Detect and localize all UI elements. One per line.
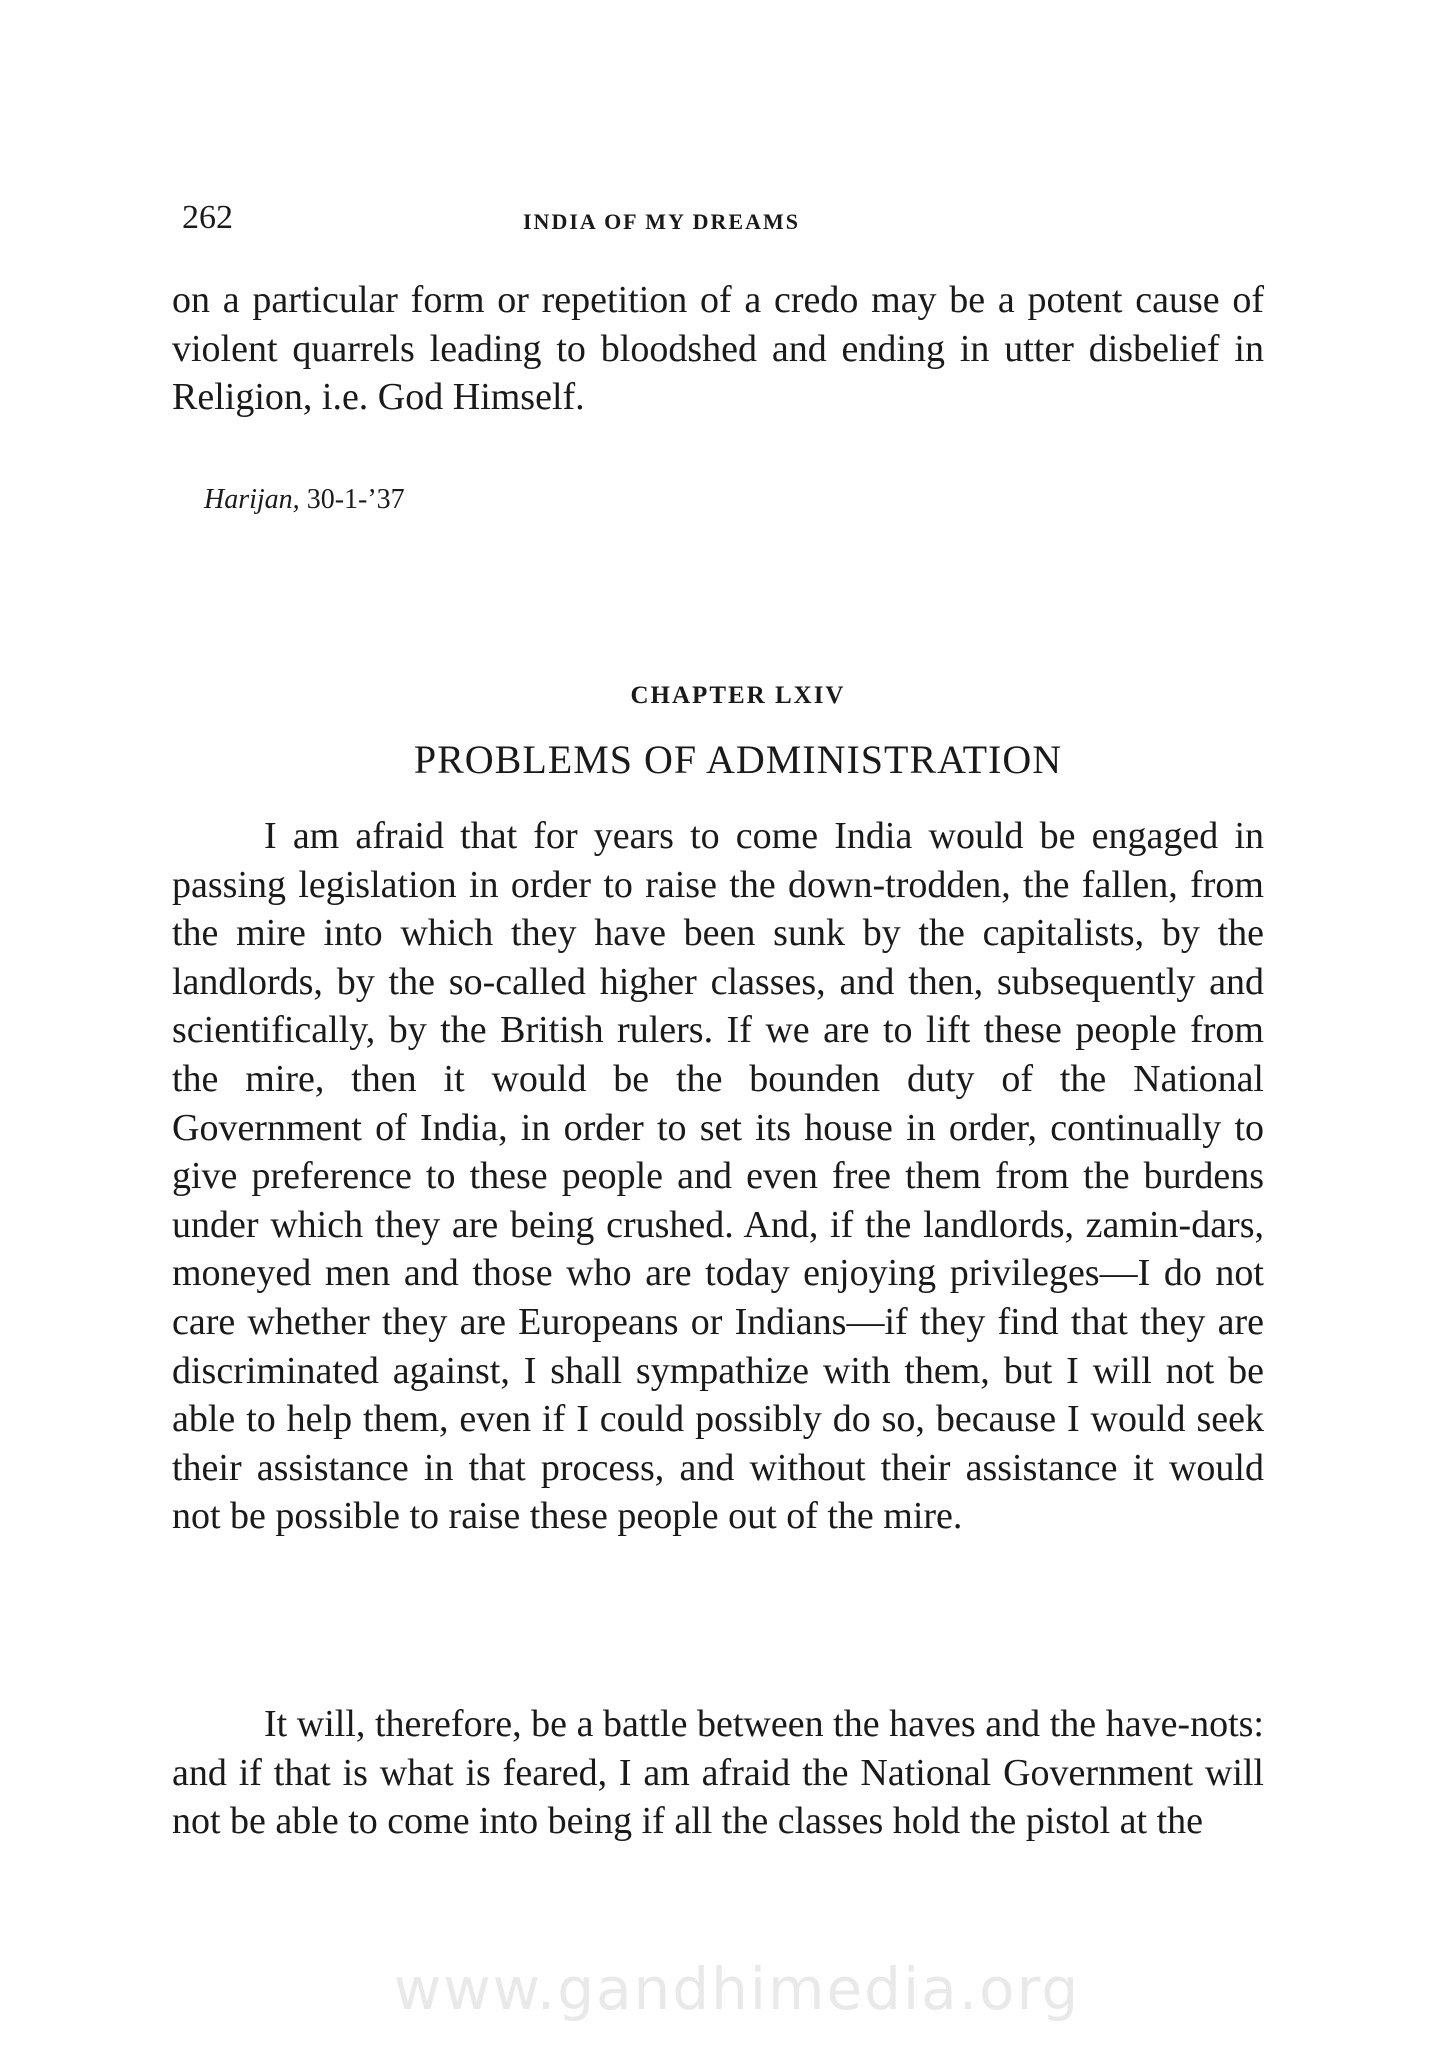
watermark: www.gandhimedia.org bbox=[393, 1955, 1081, 2023]
citation-date: 30-1-’37 bbox=[306, 484, 405, 515]
book-title: INDIA OF MY DREAMS bbox=[523, 209, 800, 234]
body-paragraph: I am afraid that for years to come India would be engaged in passing legislation in order to raise the down-trodden, the fallen, from the mire into which they have been sunk by the capitalists, by the landlords, by the so-called higher classes, and then, subsequently and scientifically, by the British rulers. If we are to lift these people from the mire, then it would be the bounden duty of the National Government of India, in order to set its house in order, continually to give preference to these people and even free them from the burdens under which they are being crushed. And, if the landlords, zamin-dars, moneyed men and those who are today enjoying privileges—I do not care whether they are Europeans or Indians—if they find that they are discriminated against, I shall sympathize with them, but I will not be able to help them, even if I could possibly do so, because I would seek their assistance in that process, and without their assistance it would not be possible to raise these people out of the mire. bbox=[172, 815, 1264, 1538]
page-number: 262 bbox=[182, 199, 233, 236]
running-head bbox=[180, 196, 1270, 240]
continuation-paragraph: on a particular form or repetition of a credo may be a potent cause of violent quarrels leading to bloodshed and ending in utter disbelief in Religion, i.e. God Himself. bbox=[172, 279, 1264, 419]
citation bbox=[204, 480, 405, 520]
citation-source: Harijan, bbox=[204, 484, 300, 515]
body-paragraph: It will, therefore, be a battle between the haves and the have-nots: and if that is what is feared, I am afraid the National Government will not be able to come into being if all the classes hold the pistol at the bbox=[172, 1703, 1264, 1843]
chapter-number: CHAPTER LXIV bbox=[630, 682, 846, 709]
chapter-title: PROBLEMS OF ADMINISTRATION bbox=[413, 737, 1063, 782]
